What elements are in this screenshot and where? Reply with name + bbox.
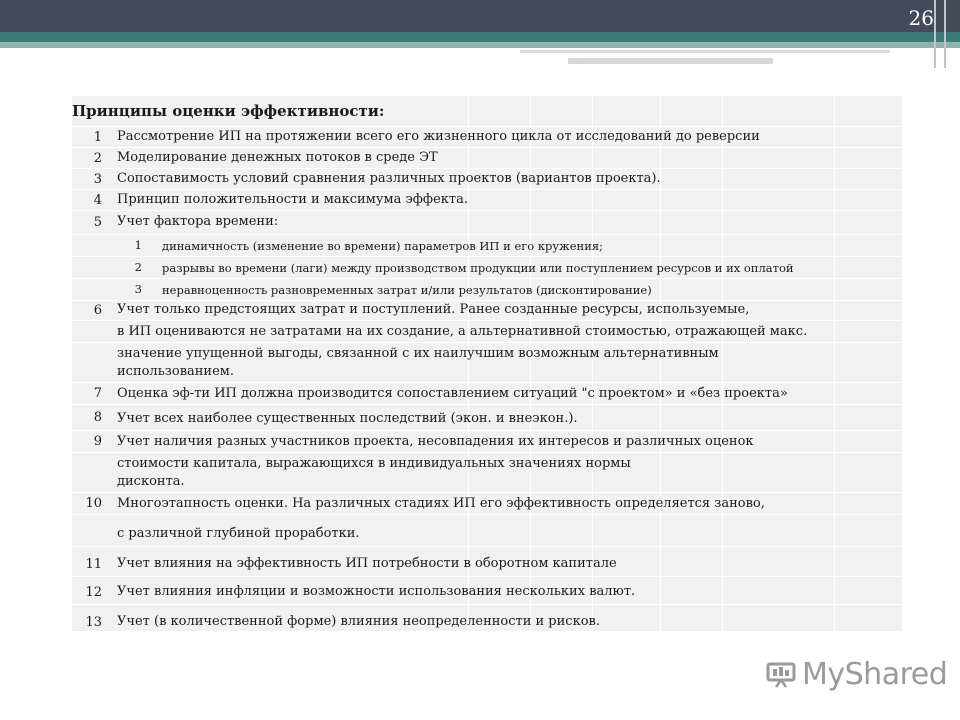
- table-subrow: 2 разрывы во времени (лаги) между производством продукции или поступлением ресурсов и их оплатой: [72, 256, 902, 278]
- header-vertical-line: [934, 0, 936, 68]
- header-decor-line-short: [568, 58, 773, 64]
- table-row: 8 Учет всех наиболее существенных последствий (экон. и внеэкон.).: [72, 404, 902, 430]
- table-row: 7 Оценка эф-ти ИП должна производится сопоставлением ситуаций "с проектом» и «без проекта»: [72, 382, 902, 404]
- table-row: 4 Принцип положительности и максимума эффекта.: [72, 189, 902, 210]
- slide-header-bar: [0, 0, 960, 32]
- table-title: Принципы оценки эффективности:: [72, 102, 385, 120]
- table-row: 9 Учет наличия разных участников проекта, несовпадения их интересов и различных оценок: [72, 430, 902, 452]
- table-subrow: 1 динамичность (изменение во времени) параметров ИП и его кружения;: [72, 234, 902, 256]
- table-row: 12 Учет влияния инфляции и возможности использования нескольких валют.: [72, 576, 902, 604]
- table-row: 3 Сопоставимость условий сравнения различных проектов (вариантов проекта).: [72, 168, 902, 189]
- table-row: 6 Учет только предстоящих затрат и поступлений. Ранее созданные ресурсы, используемые,: [72, 300, 902, 320]
- table-row: 2 Моделирование денежных потоков в среде ЭТ: [72, 147, 902, 168]
- table-row: 13 Учет (в количественной форме) влияния неопределенности и рисков.: [72, 604, 902, 631]
- table-row: 1 Рассмотрение ИП на протяжении всего его жизненного цикла от исследований до реверсии: [72, 126, 902, 147]
- header-accent-bar: [0, 32, 960, 42]
- table-row: с различной глубиной проработки.: [72, 514, 902, 546]
- presentation-board-icon: [766, 660, 796, 688]
- table-row: 10 Многоэтапность оценки. На различных стадиях ИП его эффективность определяется заново,: [72, 492, 902, 514]
- principles-table: [72, 96, 902, 631]
- table-subrow: 3 неравноценность разновременных затрат и/или результатов (дисконтирование): [72, 278, 902, 300]
- page-number: 26: [908, 6, 934, 30]
- table-row: в ИП оцениваются не затратами на их создание, а альтернативной стоимостью, отражающей макс.: [72, 320, 902, 342]
- header-decor-line: [520, 50, 890, 53]
- watermark-text: MyShared: [802, 656, 948, 692]
- table-row: стоимости капитала, выражающихся в индивидуальных значениях нормы дисконта.: [72, 452, 902, 492]
- header-vertical-line: [944, 0, 946, 68]
- myshared-watermark: [766, 656, 947, 692]
- table-row: значение упущенной выгоды, связанной с их наилучшим возможным альтернативным использованием.: [72, 342, 902, 382]
- header-accent-bar-light: [0, 42, 960, 48]
- table-row: 11 Учет влияния на эффективность ИП потребности в оборотном капитале: [72, 546, 902, 576]
- table-row: 5 Учет фактора времени:: [72, 210, 902, 234]
